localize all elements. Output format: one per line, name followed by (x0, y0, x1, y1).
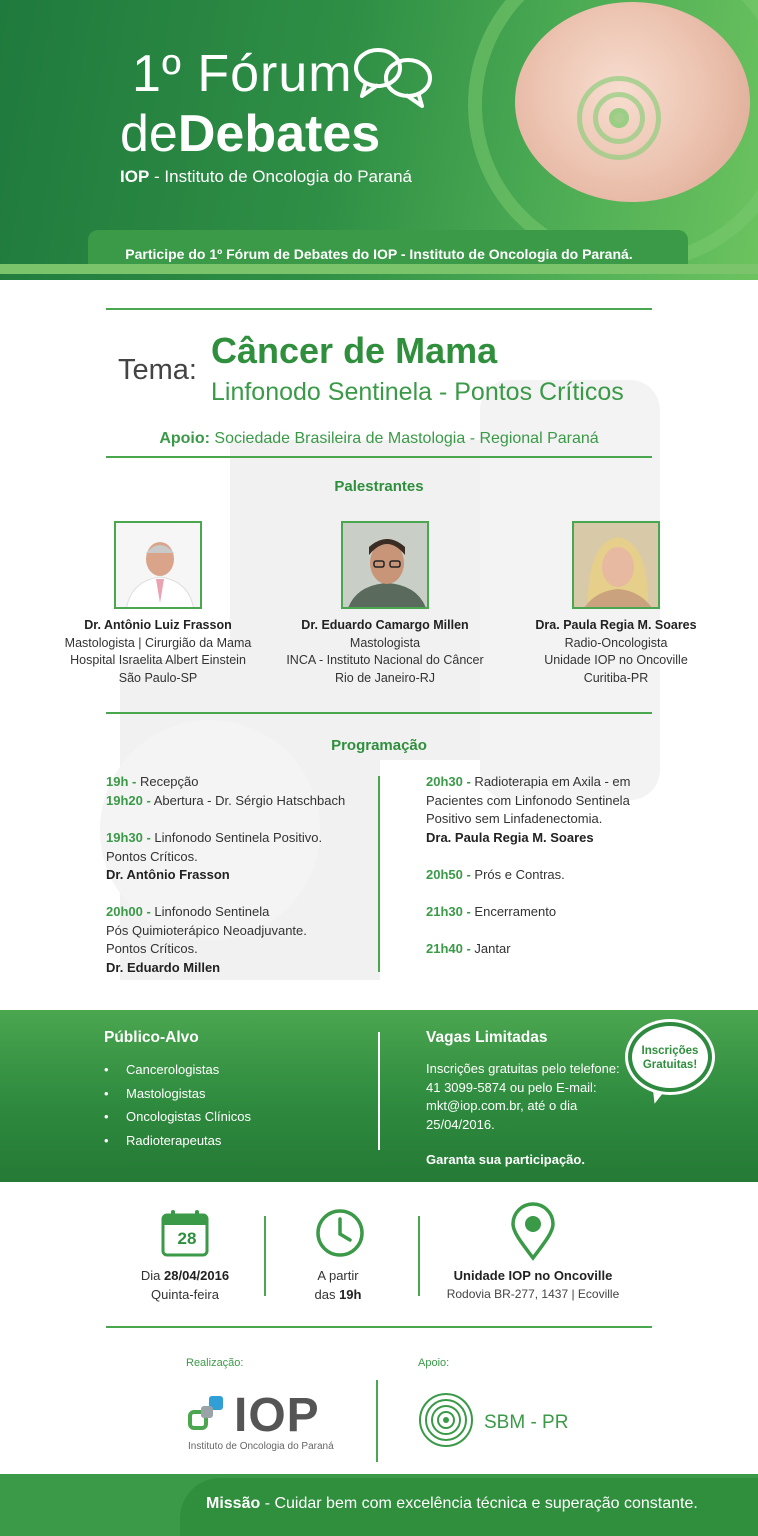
invite-banner-text: Participe do 1º Fórum de Debates do IOP - Instituto de Oncologia do Paraná. (125, 246, 633, 262)
speaker-name: Dr. Eduardo Camargo Millen (301, 618, 469, 632)
list-item: • Radioterapeutas (104, 1129, 251, 1153)
iop-logo-icon (187, 1392, 231, 1436)
details-divider (418, 1216, 420, 1296)
venue-address: Rodovia BR-277, 1437 | Ecoville (446, 1287, 620, 1301)
program-text: Pontos Críticos. (106, 848, 198, 864)
divider (106, 712, 652, 714)
date-prefix: Dia (140, 1268, 165, 1283)
program-item (106, 903, 307, 977)
program-item (426, 940, 511, 959)
program-time: 21h40 - (426, 941, 471, 956)
speaker-name: Dr. Antônio Luiz Frasson (84, 618, 232, 632)
audience-list (104, 1058, 251, 1152)
mission-label: Missão (206, 1495, 261, 1512)
title-bold-part: Debates (177, 105, 381, 163)
speaker-photo (114, 521, 202, 609)
program-item (426, 773, 631, 847)
speaker-institution: Hospital Israelita Albert Einstein (70, 653, 246, 667)
program-item (426, 903, 556, 922)
topic-label: Tema: (118, 354, 197, 386)
program-heading: Programação (331, 737, 427, 754)
program-text: Abertura - Dr. Sérgio Hatschbach (150, 793, 346, 808)
list-item: • Cancerologistas (104, 1058, 251, 1082)
badge-line: Inscrições (641, 1045, 699, 1057)
program-text: Linfonodo Sentinela Positivo. (150, 830, 323, 845)
speaker-role: Mastologista | Cirurgião da Mama (64, 635, 252, 650)
iop-logo-subtitle: Instituto de Oncologia do Paraná (188, 1441, 334, 1452)
organizer-subtitle (120, 167, 412, 187)
hero-image (515, 2, 750, 202)
program-time: 19h30 - (106, 830, 151, 845)
calendar-day: 28 (177, 1229, 197, 1248)
program-text: Recepção (136, 774, 199, 789)
organizer-acronym: IOP (120, 167, 150, 186)
speaker-role: Radio-Oncologista (564, 635, 668, 650)
speaker-photo (572, 521, 660, 609)
program-item (106, 792, 345, 811)
list-item: • Mastologistas (104, 1082, 251, 1106)
chat-bubbles-icon (352, 44, 436, 110)
sponsor-label: Apoio: (418, 1357, 450, 1369)
registration-cta: Garanta sua participação. (426, 1152, 585, 1167)
program-text: Jantar (470, 941, 511, 956)
date-value: 28/04/2016 (164, 1268, 230, 1283)
program-text: Radioterapia em Axila - em (470, 774, 631, 789)
support-value: Sociedade Brasileira de Mastologia - Regional Paraná (209, 430, 599, 447)
sbm-logo-icon (418, 1392, 474, 1448)
sponsor-divider (376, 1380, 378, 1462)
info-divider (378, 1032, 380, 1150)
event-weekday: Quinta-feira (151, 1287, 219, 1302)
program-time: 21h30 - (426, 904, 471, 919)
topic-support (0, 430, 758, 448)
venue-name: Unidade IOP no Oncoville (453, 1268, 613, 1283)
program-divider (378, 776, 380, 972)
sbm-logo-text: SBM - PR (484, 1412, 569, 1433)
list-item: • Oncologistas Clínicos (104, 1105, 251, 1129)
program-item (106, 829, 322, 885)
speakers-heading: Palestrantes (334, 478, 424, 495)
title-light-part: de (120, 105, 178, 163)
clock-icon (314, 1207, 366, 1259)
program-time: 19h20 - (106, 793, 151, 808)
program-text: Pós Quimioterápico Neoadjuvante. (106, 922, 307, 938)
program-time: 19h - (106, 774, 137, 789)
program-time: 20h30 - (426, 774, 471, 789)
location-pin-icon (509, 1202, 557, 1262)
program-text: Pontos Críticos. (106, 941, 198, 956)
program-speaker: Dr. Antônio Frasson (106, 867, 230, 882)
speaker-institution: INCA - Instituto Nacional do Câncer (286, 653, 484, 667)
divider (106, 308, 652, 310)
header-stripe (0, 264, 758, 274)
topic-subtitle: Linfonodo Sentinela - Pontos Críticos (211, 378, 624, 406)
speaker-card (260, 617, 510, 687)
event-time (286, 1266, 390, 1304)
program-text: Pacientes com Linfonodo Sentinela (426, 792, 630, 808)
speaker-institution: Unidade IOP no Oncoville (544, 653, 688, 667)
program-speaker: Dr. Eduardo Millen (106, 959, 221, 975)
divider (106, 1326, 652, 1328)
registration-line: mkt@iop.com.br, até o dia (426, 1098, 578, 1113)
event-date (120, 1266, 250, 1304)
speaker-location: Rio de Janeiro-RJ (334, 670, 436, 685)
program-text: Prós e Contras. (470, 867, 565, 882)
mission-text: - Cuidar bem com excelência técnica e superação constante. (260, 1495, 698, 1512)
divider (106, 456, 652, 458)
registration-line: 41 3099-5874 ou pelo E-mail: (426, 1079, 597, 1095)
details-divider (264, 1216, 266, 1296)
program-text: Encerramento (470, 904, 557, 919)
program-text: Linfonodo Sentinela (150, 904, 270, 919)
iop-logo-text: IOP (234, 1389, 320, 1442)
speaker-photo (341, 521, 429, 609)
registration-line: Inscrições gratuitas pelo telefone: (426, 1061, 620, 1076)
program-item (106, 773, 199, 792)
realization-label: Realização: (186, 1357, 244, 1369)
event-title-line1: 1º Fórum (132, 45, 353, 103)
speaker-role: Mastologista (349, 635, 421, 650)
audience-title: Público-Alvo (104, 1029, 199, 1046)
time-prefix: das (314, 1287, 340, 1302)
badge-line: Gratuitas! (642, 1059, 698, 1071)
speaker-location: São Paulo-SP (118, 670, 198, 685)
support-label: Apoio: (159, 430, 210, 447)
registration-details (426, 1060, 636, 1134)
event-venue (432, 1266, 634, 1304)
time-line: A partir (317, 1268, 359, 1283)
badge-text (628, 1044, 712, 1072)
registration-title: Vagas Limitadas (426, 1029, 548, 1046)
speaker-location: Curitiba-PR (583, 670, 649, 685)
program-speaker: Dra. Paula Regia M. Soares (426, 829, 594, 845)
program-time: 20h50 - (426, 867, 471, 882)
speaker-card (491, 617, 741, 687)
time-value: 19h (339, 1287, 362, 1302)
topic-title: Câncer de Mama (211, 330, 498, 371)
event-title-line2 (120, 104, 380, 164)
organizer-name: - Instituto de Oncologia do Paraná (149, 167, 413, 186)
speaker-name: Dra. Paula Regia M. Soares (535, 618, 697, 632)
program-item (426, 866, 565, 885)
program-text: Positivo sem Linfadenectomia. (426, 811, 603, 826)
speaker-card (33, 617, 283, 687)
registration-line: 25/04/2016. (426, 1116, 495, 1132)
target-center-icon (609, 108, 629, 128)
mission-statement (206, 1495, 746, 1513)
program-time: 20h00 - (106, 904, 151, 919)
